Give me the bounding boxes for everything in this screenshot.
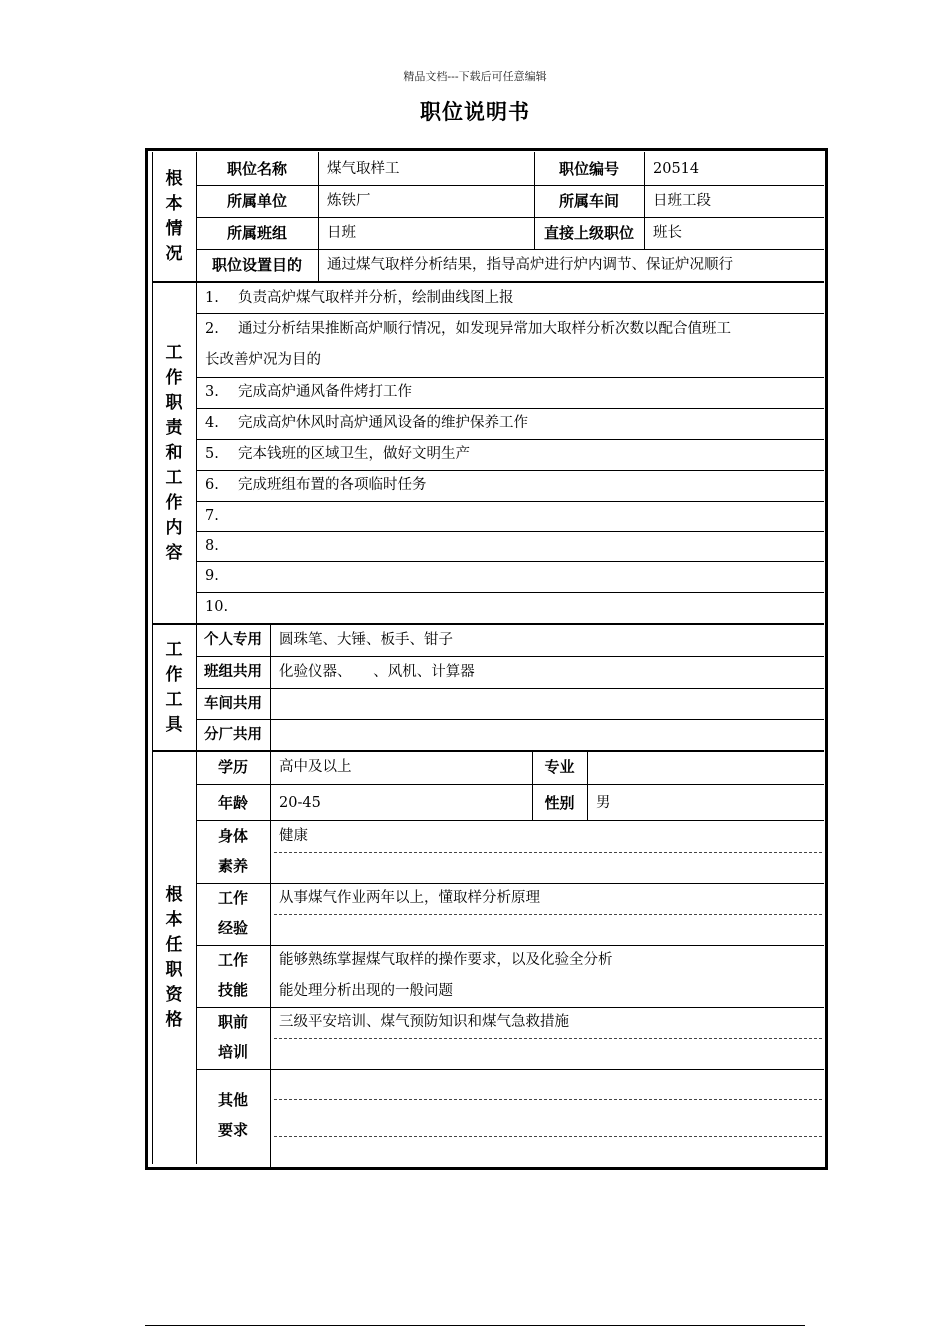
tool-label-plant: 分厂共用 [204, 727, 262, 743]
tool-label-team: 班组共用 [204, 664, 262, 680]
age-value: 20-45 [279, 795, 321, 811]
workshop-value: 日班工段 [653, 193, 711, 209]
duty-item-5: 5. 完本钱班的区域卫生，做好文明生产 [205, 446, 470, 462]
experience-value: 从事煤气作业两年以上，懂取样分析原理 [279, 890, 540, 906]
job-code-label: 职位编号 [558, 160, 619, 178]
duty-item-3: 3. 完成高炉通风备件烤打工作 [205, 384, 412, 400]
duty-item-7: 7. [205, 508, 219, 524]
health-value: 健康 [279, 828, 308, 844]
age-label: 年龄 [217, 794, 248, 812]
section-basic-info: 根本情况 [165, 169, 183, 264]
duty-item-6: 6. 完成班组布置的各项临时任务 [205, 477, 427, 493]
purpose-value: 通过煤气取样分析结果，指导高炉进行炉内调节、保证炉况顺行 [327, 257, 733, 273]
health-label: 身体 素养 [217, 827, 248, 875]
tool-label-workshop: 车间共用 [204, 696, 262, 712]
training-label: 职前 培训 [217, 1013, 248, 1061]
tool-value-team: 化验仪器、 、风机、计算器 [279, 664, 475, 680]
dashed-line [274, 1136, 822, 1137]
gender-value: 男 [596, 795, 611, 811]
job-name-value: 煤气取样工 [327, 161, 400, 177]
team-label: 所属班组 [226, 224, 287, 242]
section-tools: 工作工具 [165, 640, 183, 735]
tool-label-personal: 个人专用 [204, 632, 262, 648]
duty-item-8: 8. [205, 538, 219, 554]
page-title: 职位说明书 [420, 100, 530, 124]
skill-label: 工作 技能 [217, 951, 248, 999]
education-value: 高中及以上 [279, 759, 352, 775]
duty-item-9: 9. [205, 568, 219, 584]
header-watermark: 精品文档---下载后可任意编辑 [403, 70, 547, 83]
duty-item-2: 2. 通过分析结果推断高炉顺行情况，如发现异常加大取样分析次数以配合值班工 [205, 321, 731, 337]
section-qualifications: 根本任职资格 [165, 885, 183, 1030]
dashed-line [274, 852, 822, 853]
skill-value-2: 能处理分析出现的一般问题 [279, 983, 453, 999]
unit-label: 所属单位 [226, 192, 287, 210]
team-value: 日班 [327, 225, 356, 241]
gender-label: 性别 [544, 794, 575, 812]
tool-value-plant [270, 720, 824, 750]
experience-label: 工作 经验 [217, 889, 248, 937]
tool-value-personal: 圆珠笔、大锤、板手、钳子 [279, 632, 453, 648]
grid-line [196, 784, 824, 785]
major-label: 专业 [544, 758, 575, 776]
purpose-label: 职位设置目的 [211, 256, 302, 274]
tool-value-workshop [270, 689, 824, 719]
grid-line [196, 1069, 824, 1070]
duty-item-2-cont: 长改善炉况为目的 [205, 352, 321, 368]
superior-label: 直接上级职位 [543, 224, 634, 242]
training-value: 三级平安培训、煤气预防知识和煤气急救措施 [279, 1014, 569, 1030]
job-code-value: 20514 [653, 161, 700, 177]
dashed-line [274, 914, 822, 915]
duty-item-10: 10. [205, 599, 229, 615]
dashed-line [274, 1038, 822, 1039]
duty-item-4: 4. 完成高炉休风时高炉通风设备的维护保养工作 [205, 415, 528, 431]
major-value [587, 752, 824, 783]
workshop-label: 所属车间 [558, 192, 619, 210]
job-name-label: 职位名称 [226, 160, 287, 178]
superior-value: 班长 [653, 225, 682, 241]
unit-value: 炼铁厂 [327, 193, 371, 209]
dashed-line [274, 1099, 822, 1100]
skill-value-1: 能够熟练掌握煤气取样的操作要求，以及化验全分析 [279, 952, 613, 968]
duty-item-1: 1. 负责高炉煤气取样并分析，绘制曲线图上报 [205, 290, 514, 306]
other-label: 其他 要求 [217, 1091, 248, 1139]
education-label: 学历 [217, 758, 248, 776]
footer-rule [145, 1325, 805, 1326]
section-duties: 工作职责和工作内容 [165, 342, 183, 563]
